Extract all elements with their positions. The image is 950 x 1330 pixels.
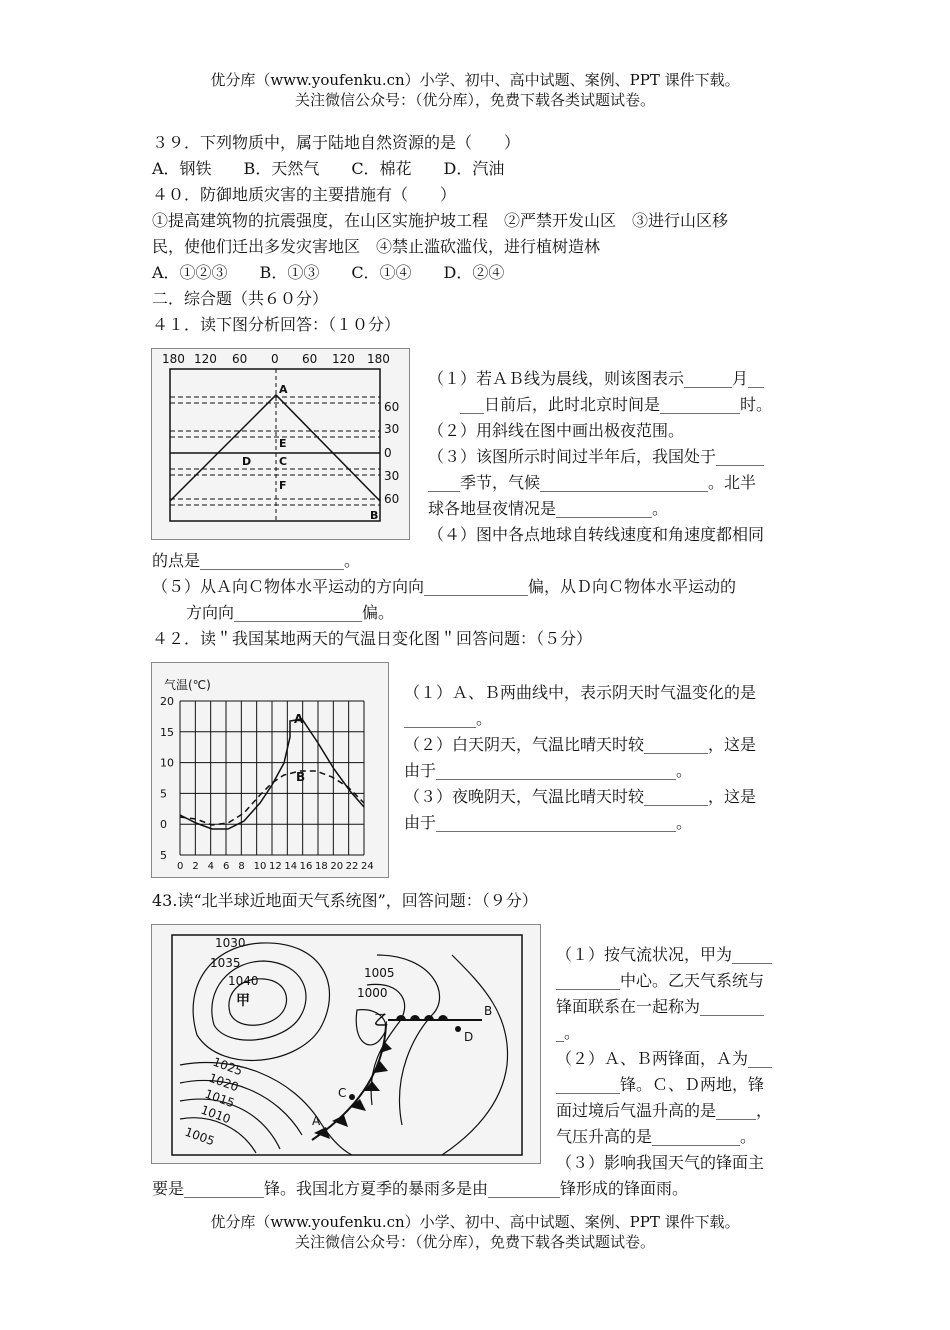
q42-part2-line1: （２）白天阴天，气温比晴天时较________，这是 [404, 735, 757, 754]
q41-stem: ４１．读下图分析回答：（１０分） [152, 315, 401, 334]
point-d-label: D [464, 1030, 474, 1044]
q43-part2-line4: 气压升高的是___________。 [556, 1127, 757, 1146]
point-b-label: B [370, 509, 379, 522]
q43-figure [151, 924, 541, 1164]
x-tick-label: 24 [361, 861, 374, 872]
q41-part3-line1: （３）该图所示时间过半年后，我国处于______ [428, 447, 765, 466]
q41-figure [151, 348, 410, 540]
q41-part4-line2: 的点是__________________。 [152, 551, 361, 570]
point-d-label: D [242, 455, 252, 468]
q43-part2-line2: ________锋。Ｃ、Ｄ两地，锋 [556, 1075, 765, 1094]
right-tick: 60 [384, 492, 400, 506]
low-pressure-yi-label: 乙 [374, 1013, 388, 1029]
isobar-label: 1005 [182, 1124, 217, 1149]
q42-figure [151, 662, 389, 878]
q43-part2-line1: （２）Ａ、Ｂ两锋面，Ａ为___ [556, 1049, 773, 1068]
q40-line-2: 民，使他们迁出多发灾害地区 ④禁止滥砍滥伐，进行植树造林 [152, 237, 601, 256]
front-a-label: A [312, 1114, 321, 1128]
q41-part3-line2: ____季节，气候_____________________。北半 [428, 473, 757, 492]
isobar-label: 1030 [215, 936, 246, 950]
section-2-title: 二．综合题（共６０分） [152, 289, 329, 308]
q42-part3-line2: 由于______________________________。 [404, 813, 693, 832]
x-tick-label: 16 [299, 861, 313, 872]
isobar-label: 1020 [206, 1070, 241, 1095]
x-tick-label: 12 [269, 861, 282, 872]
q43-part3-line1: （３）影响我国天气的锋面主 [556, 1153, 765, 1172]
footer-line-2: 关注微信公众号：（优分库），免费下载各类试题试卷。 [294, 1233, 655, 1251]
x-tick-label: 20 [330, 861, 344, 872]
point-a-label: A [279, 383, 288, 396]
footer-line-1: 优分库（www.youfenku.cn）小学、初中、高中试题、案例、PPT 课件下载。 [210, 1213, 740, 1231]
q40-line-1: ①提高建筑物的抗震强度，在山区实施护坡工程 ②严禁开发山区 ③进行山区移 [152, 211, 729, 230]
top-tick: 60 [232, 352, 248, 366]
top-tick: 60 [302, 352, 318, 366]
point-f-label: F [279, 479, 287, 492]
q40-stem: ４０．防御地质灾害的主要措施有（ ） [152, 185, 457, 204]
y-tick-label: 0 [160, 818, 167, 832]
right-tick: 30 [384, 469, 400, 483]
terminator-line [170, 395, 380, 501]
q39-options: A．钢铁 B．天然气 C．棉花 D．汽油 [152, 159, 505, 178]
point-c-label: C [279, 455, 288, 468]
q42-part1-line2: _________。 [404, 709, 493, 728]
q43-part1-line2: ________中心。乙天气系统与 [556, 971, 765, 990]
isobar-label: 1000 [357, 986, 388, 1000]
q43-part1-line1: （１）按气流状况，甲为_____ [556, 945, 773, 964]
q42-part2-line2: 由于______________________________。 [404, 761, 693, 780]
q43-part1-line4: _。 [556, 1023, 581, 1042]
y-tick-label: 5 [160, 849, 167, 862]
y-tick-label: 20 [160, 695, 174, 708]
front-b-label: B [484, 1004, 493, 1018]
x-tick-label: 4 [207, 861, 215, 872]
q41-part1-line1: （１）若ＡＢ线为晨线，则该图表示______月__ [428, 369, 765, 388]
isobar-label: 1005 [364, 966, 395, 980]
right-tick: 0 [384, 446, 392, 460]
high-pressure-jia-label: 甲 [236, 993, 250, 1009]
chart-ylabel: 气温(℃) [164, 678, 211, 692]
q41-part1-line2: ___日前后，此时北京时间是__________时。 [460, 395, 773, 414]
x-tick-label: 0 [177, 861, 184, 872]
point-e-label: E [279, 437, 287, 450]
top-tick: 180 [367, 352, 390, 366]
isobar-label: 1015 [202, 1086, 237, 1111]
x-tick-label: 10 [253, 861, 267, 872]
q43-part1-line3: 锋面联系在一起称为________ [556, 997, 765, 1016]
q41-illumination-map [152, 349, 409, 539]
point-c-dot [349, 1094, 355, 1100]
isobar-label: 1035 [210, 956, 241, 970]
x-tick-label: 14 [284, 861, 298, 872]
q41-part3-line3: 球各地昼夜情况是____________。 [428, 499, 669, 518]
cold-front-a [312, 1025, 386, 1140]
isobar-label: 1010 [198, 1102, 233, 1127]
q41-part2: （２）用斜线在图中画出极夜范围。 [428, 421, 685, 440]
right-tick: 30 [384, 422, 400, 436]
x-tick-label: 18 [315, 861, 328, 872]
x-tick-label: 2 [192, 861, 199, 872]
q41-part5-line1: （５）从Ａ向Ｃ物体水平运动的方向向_____________偏，从Ｄ向Ｃ物体水平运动的 [152, 577, 737, 596]
q42-part3-line1: （３）夜晚阴天，气温比晴天时较________，这是 [404, 787, 757, 806]
top-tick: 120 [332, 352, 355, 366]
curve-a-label: A [294, 712, 304, 726]
q41-part4-line1: （４）图中各点地球自转线速度和角速度都相同 [428, 525, 765, 544]
q42-temperature-chart [152, 663, 388, 877]
top-tick: 120 [194, 352, 217, 366]
q42-part1-line1: （１）Ａ、Ｂ两曲线中，表示阴天时气温变化的是 [404, 683, 757, 702]
q43-part3-line2: 要是__________锋。我国北方夏季的暴雨多是由_________锋形成的锋面雨。 [152, 1179, 689, 1198]
curve-b-label: B [296, 770, 306, 784]
isobar-label: 1040 [228, 974, 259, 988]
y-tick-label: 15 [160, 725, 174, 739]
top-tick: 0 [271, 352, 279, 366]
header-line-1: 优分库（www.youfenku.cn）小学、初中、高中试题、案例、PPT 课件下载。 [210, 71, 740, 89]
q42-stem: ４２．读＂我国某地两天的气温日变化图＂回答问题：（５分） [152, 629, 593, 648]
q43-weather-map [152, 925, 540, 1163]
header-line-2: 关注微信公众号：（优分库），免费下载各类试题试卷。 [294, 91, 655, 109]
q43-stem: 43.读“北半球近地面天气系统图”，回答问题：（９分） [152, 891, 538, 910]
q41-part5-line2: 方向向________________偏。 [186, 603, 395, 622]
x-tick-label: 6 [223, 861, 230, 872]
q43-part2-line3: 面过境后气温升高的是_____， [556, 1101, 773, 1120]
map-frame [170, 369, 380, 521]
q39-stem: ３９．下列物质中，属于陆地自然资源的是（ ） [152, 133, 521, 152]
top-tick: 180 [162, 352, 185, 366]
point-c-label: C [338, 1086, 347, 1100]
y-tick-label: 10 [160, 756, 174, 770]
right-tick: 60 [384, 400, 400, 414]
x-tick-label: 8 [238, 861, 245, 872]
isobar-label: 1025 [210, 1054, 245, 1079]
point-d-dot [455, 1026, 461, 1032]
x-tick-label: 22 [345, 861, 359, 872]
y-tick-label: 5 [160, 787, 167, 801]
q40-options: A．①②③ B．①③ C．①④ D．②④ [152, 263, 505, 282]
